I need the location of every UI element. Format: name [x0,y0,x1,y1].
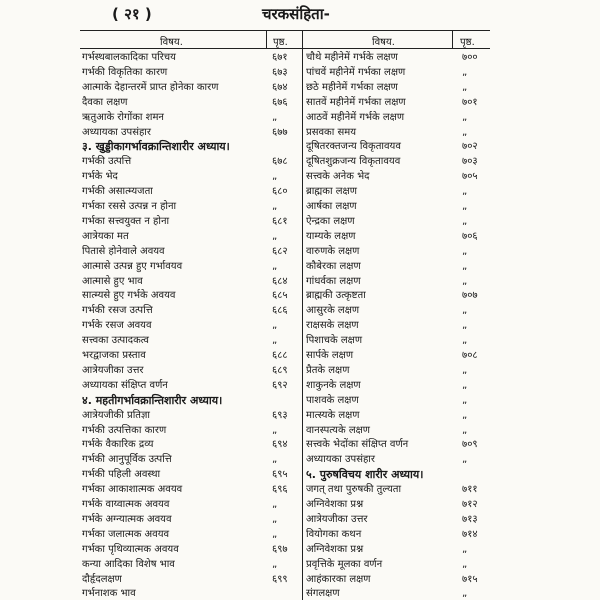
page-ref: „ [272,513,278,525]
subject-text: प्रवृत्तिके मूलका वर्णन [306,558,383,570]
subject-text: अध्यायका उपसंहार [82,126,151,138]
page-ref: ७०८ [462,350,478,361]
page-ref: ६८२ [272,245,288,257]
subject-text: ३. खुड्डीकागर्भावक्रान्तिशारीर अध्याय। [82,140,230,154]
table-row [306,304,490,317]
subject-text: दैवका लक्षण [82,96,128,108]
table-row [306,483,490,496]
subject-text: दूषितरक्तजन्य विकृतावयव [306,141,401,153]
table-row [82,230,300,243]
table-row [82,573,300,586]
table-row [306,409,490,422]
page-ref: „ [462,260,468,272]
table-row [82,364,300,377]
table-row [306,573,490,586]
subject-text: ब्राह्मकी उत्कृष्टता [306,290,366,302]
subject-text: आसुरके लक्षण [306,305,360,317]
page-ref: „ [462,409,468,421]
table-row [306,319,490,332]
table-row [306,543,490,556]
subject-text: गर्भस्थबालकादिका परिचय [82,52,176,63]
table-row [82,96,300,109]
subject-text: गर्भका पृथिव्यात्मक अवयव [82,543,179,555]
table-row [306,126,490,139]
table-row [82,424,300,437]
page-ref: ६८५ [272,290,288,302]
table-row [306,155,490,168]
page-ref: ६९९ [272,573,288,585]
page-ref: ७१४ [462,528,478,540]
page-ref: ६८४ [272,275,288,287]
subject-text: आत्मासे हुए भाव [82,275,143,287]
page-ref: ६७१ [272,52,288,63]
subject-text: सत्त्वके भेदोंका संक्षिप्त वर्णन [306,439,409,451]
page-ref: ६७७ [272,126,288,138]
page-ref: „ [462,81,468,93]
subject-text: पिशाचके लक्षण [306,335,363,347]
section-heading [82,140,300,153]
subject-text: मात्स्यके लक्षण [306,409,360,421]
subject-text: आत्माके देहान्तरमें प्राप्त होनेका कारण [82,81,219,93]
table-row [82,155,300,168]
table-row [82,468,300,481]
page-ref: „ [272,454,278,466]
page-ref: „ [272,558,278,570]
page-ref: „ [462,335,468,347]
page-ref: „ [272,230,278,242]
table-row [306,587,490,600]
page-ref: „ [462,111,468,123]
subject-text: छठे महीनेमें गर्भका लक्षण [306,81,398,93]
subject-text: आठवें महीनेमें गर्भके लक्षण [306,111,405,123]
table-row [82,587,300,600]
subject-text: दूषितशुक्रजन्य विकृतावयव [306,156,401,168]
page-ref: „ [462,543,468,555]
subject-text: आत्रेयजीका उत्तर [82,364,144,376]
table-row [306,275,490,288]
subject-text: गर्भके रसज अवयव [82,320,152,332]
section-heading [306,468,490,481]
page-ref: „ [462,588,468,600]
table-row [306,438,490,451]
page-ref: ६८१ [272,215,288,227]
right-page-header: पृष्ठ. [460,37,475,48]
table-row [306,349,490,362]
table-row [306,66,490,79]
page-ref: ७१५ [462,573,478,585]
subject-text: आहंकारका लक्षण [306,573,371,585]
subject-text: पाशवके लक्षण [306,394,359,406]
subject-text: गर्भकी विकृतिका कारण [82,66,168,78]
table-row [306,394,490,407]
page-ref: ७०० [462,52,478,63]
table-row [82,260,300,273]
right-page-divider [452,30,453,48]
page-ref: ६७६ [272,96,288,108]
subject-text: राक्षसके लक्षण [306,320,359,332]
table-row [306,334,490,347]
page-ref: „ [462,394,468,406]
subject-text: ऐन्द्रका लक्षण [306,215,355,227]
page-ref: ७०९ [462,439,478,451]
subject-text: सत्त्वका उत्पादकत्व [82,335,149,347]
page-ref: ६८० [272,186,288,198]
table-row [82,200,300,213]
page-ref: „ [462,215,468,227]
subject-text: दौर्हृदलक्षण [82,573,122,585]
page-ref: ७०७ [462,290,478,302]
subject-text: शाकुनके लक्षण [306,379,361,391]
table-row [306,170,490,183]
page-ref: ६७४ [272,81,288,93]
page-ref: ६९४ [272,439,288,451]
subject-text: प्रैतके लक्षण [306,364,350,376]
table-row [82,334,300,347]
page-ref: „ [462,126,468,138]
subject-text: भरद्वाजका प्रस्ताव [82,350,146,361]
table-row [306,379,490,392]
page-ref: „ [462,379,468,391]
subject-text: आत्रेयका मत [82,230,129,242]
subject-text: गर्भके वैकारिक द्रव्य [82,439,154,451]
table-top-rule [80,30,490,31]
subject-text: ऋतुआके रोगोंका शमन [82,111,164,123]
table-row [306,185,490,198]
page-ref: „ [462,320,468,332]
page-ref: „ [462,364,468,376]
page-ref: „ [462,245,468,257]
table-row [306,498,490,511]
page-ref: ७०५ [462,171,478,183]
subject-text: गर्भका सत्त्वयुक्त न होना [82,215,170,227]
column-divider [302,30,303,600]
page-ref: ६७८ [272,156,288,168]
subject-text: अध्यायका संक्षिप्त वर्णन [82,379,168,391]
subject-text: गर्भका जलात्मक अवयव [82,528,170,540]
page-ref: „ [462,66,468,78]
subject-text: गर्भकी आनुपूर्विक उत्पत्ति [82,454,172,466]
page-ref: „ [272,201,278,212]
subject-text: प्रसवका समय [306,126,356,138]
page-ref: ७०३ [462,156,478,168]
page-ref: „ [272,335,278,347]
table-row [82,304,300,317]
subject-text: आत्मासे उत्पन्न हुए गर्भावयव [82,260,183,272]
table-row [306,364,490,377]
page-ref: ६८६ [272,305,288,317]
page-ref: „ [272,499,278,510]
page-ref: ७१२ [462,499,478,510]
page-ref: ६७३ [272,66,288,78]
subject-text: कौबेरका लक्षण [306,260,361,272]
table-row [306,51,490,64]
subject-text: सातवें महीनेमें गर्भका लक्षण [306,96,406,108]
table-row [82,275,300,288]
subject-text: पांचवें महीनेमें गर्भका लक्षण [306,66,406,78]
table-row [306,245,490,258]
page-ref: „ [462,305,468,317]
subject-text: गर्भके वाय्वात्मक अवयव [82,499,170,510]
page-ref: ६९७ [272,543,288,555]
subject-text: अग्निवेशका प्रश्न [306,499,364,510]
subject-text: गर्भनाशक भाव [82,588,136,600]
subject-text: संगलक्षण [306,588,340,600]
left-page-header: पृष्ठ. [273,37,288,48]
subject-text: ४. महतीगर्भावक्रान्तिशारीर अध्याय। [82,393,223,407]
subject-text: गर्भके भेद [82,171,118,183]
page-ref: „ [462,201,468,212]
page-ref: ७०१ [462,96,478,108]
table-row [82,379,300,392]
table-row [306,111,490,124]
subject-text: आत्रेयजीकी प्रतिज्ञा [82,409,150,421]
table-row [82,498,300,511]
table-row [82,81,300,94]
table-row [306,96,490,109]
subject-text: गर्भकी रसज उत्पत्ति [82,305,153,317]
table-row [82,215,300,228]
subject-text: गर्भकी पहिली अवस्था [82,469,161,481]
page-ref: ७०२ [462,141,478,153]
table-row [306,513,490,526]
subject-text: सार्पके लक्षण [306,350,354,361]
subject-text: याम्यके लक्षण [306,230,356,242]
running-title: चरकसंहिता- [262,5,330,23]
subject-text: गांधर्वका लक्षण [306,275,361,287]
page-ref: „ [272,260,278,272]
subject-text: अध्यायका उपसंहार [306,454,375,466]
subject-text: आत्रेयजीका उत्तर [306,513,368,525]
table-row [306,453,490,466]
subject-text: पितासे होनेवाले अवयव [82,245,165,257]
table-row [82,111,300,124]
table-row [306,289,490,302]
subject-text: सत्त्वके अनेक भेद [306,171,370,183]
table-row [306,424,490,437]
page-ref: ७०६ [462,230,478,242]
table-row [82,185,300,198]
left-subject-header: विषय. [160,37,183,48]
page-ref: „ [462,424,468,436]
page-ref: ७१३ [462,513,478,525]
page-ref: ६९३ [272,409,288,421]
subject-text: गर्भका आकाशात्मक अवयव [82,484,183,496]
subject-text: कन्या आदिका विशेष भाव [82,558,175,570]
table-row [82,245,300,258]
table-row [306,200,490,213]
table-row [82,558,300,571]
subject-text: ५. पुरुषविचय शारीर अध्याय। [306,468,424,482]
page-ref: „ [272,320,278,332]
subject-text: गर्भकी उत्पत्तिका कारण [82,424,167,436]
table-row [306,558,490,571]
subject-text: गर्भके अग्न्यात्मक अवयव [82,513,172,525]
page-ref: „ [462,454,468,466]
table-row [82,513,300,526]
table-row [82,170,300,183]
table-row [306,260,490,273]
subject-text: जगत् तथा पुरुषकी तुल्यता [306,484,402,496]
subject-text: ब्राह्मका लक्षण [306,186,357,198]
page-ref: ६८९ [272,364,288,376]
subject-text: वारुणके लक्षण [306,245,360,257]
contents-table [80,30,490,600]
page-ref: „ [272,111,278,123]
table-row [82,528,300,541]
page-ref: „ [272,171,278,183]
page-number: ( २१ ) [112,5,152,23]
table-row [82,126,300,139]
subject-text: गर्भकी उत्पत्ति [82,156,132,168]
page-ref: „ [272,424,278,436]
section-heading [82,394,300,407]
table-row [82,438,300,451]
subject-text: गर्भकी असात्म्यजता [82,186,153,198]
table-row [306,215,490,228]
page-ref: „ [462,275,468,287]
table-row [82,453,300,466]
page-ref: ६९२ [272,379,288,391]
table-row [82,289,300,302]
table-header-rule [80,48,490,49]
table-row [82,319,300,332]
subject-text: वानस्पत्यके लक्षण [306,424,371,436]
table-row [82,483,300,496]
table-row [82,543,300,556]
subject-text: गर्भका रससे उत्पन्न न होना [82,201,177,212]
page-ref: ६८८ [272,350,288,361]
subject-text: अग्निवेशका प्रश्न [306,543,364,555]
right-subject-header: विषय. [372,37,395,48]
subject-text: चौथे महीनेमें गर्भके लक्षण [306,52,398,63]
subject-text: वियोगका कथन [306,528,362,540]
page-ref: ६९६ [272,484,288,496]
page-ref: ७११ [462,484,478,496]
table-row [306,230,490,243]
page-ref: ६९५ [272,469,288,481]
table-row [82,349,300,362]
table-row [82,66,300,79]
table-row [82,409,300,422]
left-page-divider [266,30,267,48]
table-row [306,140,490,153]
page-ref: „ [272,528,278,540]
page-ref: „ [462,558,468,570]
table-row [306,528,490,541]
page-ref: „ [462,186,468,198]
subject-text: आर्षका लक्षण [306,201,357,212]
table-row [82,51,300,64]
subject-text: सात्म्यसे हुए गर्भके अवयव [82,290,176,302]
table-row [306,81,490,94]
